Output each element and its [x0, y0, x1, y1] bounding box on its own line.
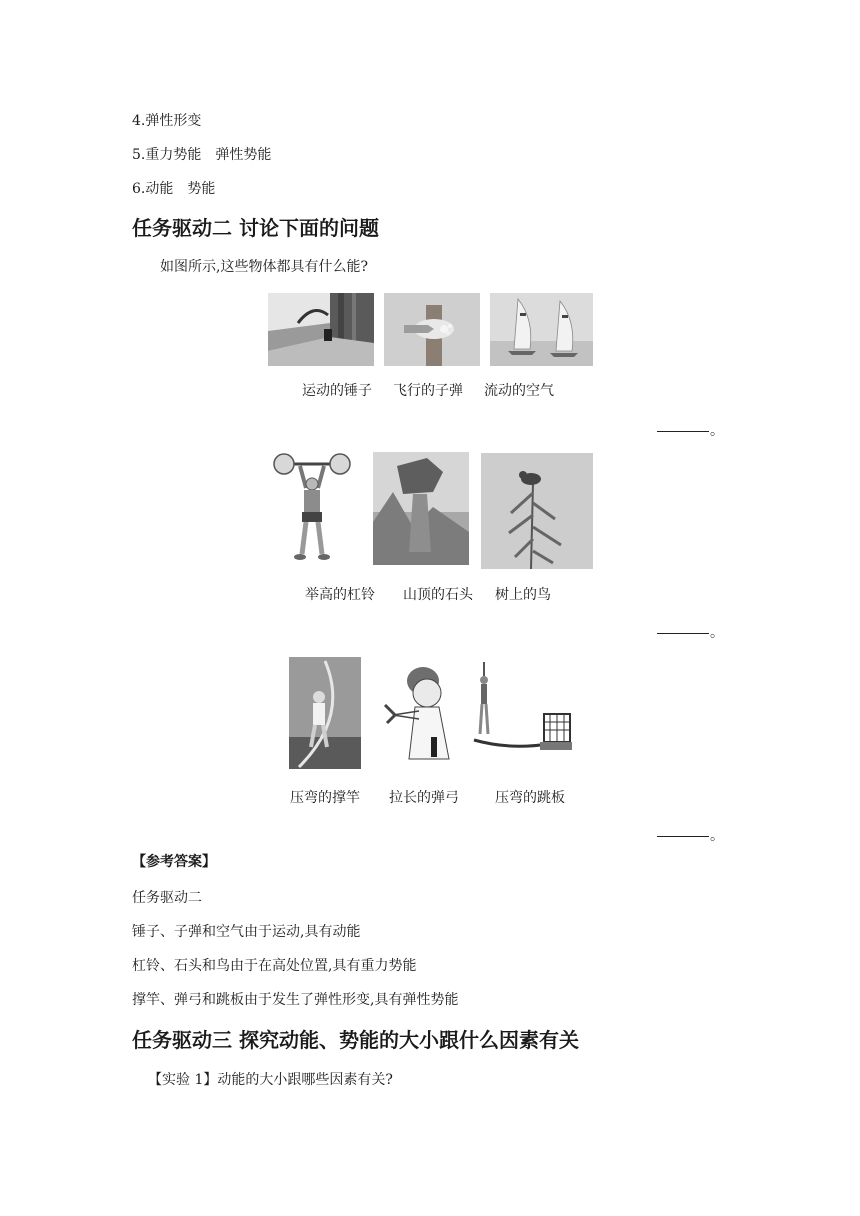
experiment-1: 【实验 1】动能的大小跟哪些因素有关?	[148, 1072, 393, 1088]
diving-board-image	[470, 660, 573, 771]
answer-blank-2[interactable]: 。	[657, 623, 724, 643]
answer-blank-1[interactable]: 。	[657, 421, 724, 441]
bird-image	[481, 453, 593, 569]
caption-barbell: 举高的杠铃	[305, 587, 375, 603]
answer-gravitational: 杠铃、石头和鸟由于在高处位置,具有重力势能	[132, 958, 417, 974]
caption-hammer: 运动的锤子	[302, 383, 372, 399]
caption-slingshot: 拉长的弹弓	[389, 790, 459, 806]
answer-kinetic: 锤子、子弹和空气由于运动,具有动能	[132, 924, 361, 940]
caption-pole: 压弯的撑竿	[290, 790, 360, 806]
caption-rock: 山顶的石头	[403, 587, 473, 603]
bullet-image	[384, 293, 480, 366]
rock-image	[373, 452, 469, 565]
pole-vault-image	[289, 657, 361, 769]
hammer-image	[268, 293, 374, 366]
barbell-image	[272, 450, 352, 568]
answer-blank-3[interactable]: 。	[657, 826, 724, 846]
sailboat-image	[490, 293, 593, 366]
caption-diving-board: 压弯的跳板	[495, 790, 565, 806]
answer-line-4: 4.弹性形变	[132, 113, 202, 129]
answers-title: 【参考答案】	[132, 854, 216, 870]
blank-rule	[657, 633, 709, 634]
slingshot-image	[379, 659, 464, 769]
answer-line-5: 5.重力势能 弹性势能	[132, 147, 272, 163]
caption-air: 流动的空气	[484, 383, 554, 399]
answer-elastic: 撑竿、弹弓和跳板由于发生了弹性形变,具有弹性势能	[132, 992, 459, 1008]
blank-rule	[657, 431, 709, 432]
blank-rule	[657, 836, 709, 837]
task2-prompt: 如图所示,这些物体都具有什么能?	[160, 259, 368, 275]
caption-bird: 树上的鸟	[495, 587, 551, 603]
task2-heading: 任务驱动二 讨论下面的问题	[132, 216, 379, 240]
answer-line-6: 6.动能 势能	[132, 181, 216, 197]
caption-bullet: 飞行的子弹	[393, 383, 463, 399]
answers-subtitle: 任务驱动二	[132, 890, 202, 906]
task3-heading: 任务驱动三 探究动能、势能的大小跟什么因素有关	[132, 1028, 579, 1052]
